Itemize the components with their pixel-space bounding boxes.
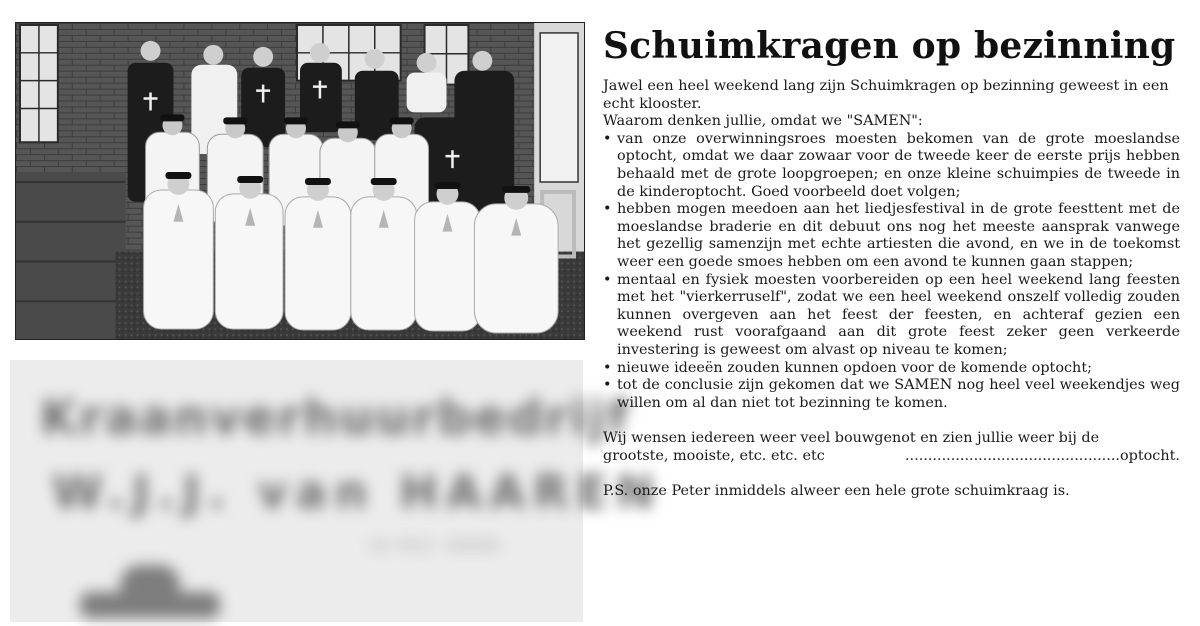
advertisement-content [10, 360, 663, 622]
list-item [603, 272, 1180, 360]
list-item [603, 360, 1180, 378]
list-item-text: van onze overwinningsroes moesten bekomen van de grote moeslandse optocht, omdat we daar zowaar voor de tweede keer de eerste prijs hebben behaald met de grote loopgroepen; en onze kleine schuimpies de tweede in de kinderoptocht. Goed voorbeeld doet volgen; [617, 130, 1180, 200]
bullet-icon: • [603, 130, 612, 147]
advertisement-contact: tel. 0413 - 000000 [370, 538, 500, 554]
article-closing: Wij wensen iedereen weer veel bouwgenot en zien jullie weer bij de [603, 430, 1100, 447]
article-intro: Jawel een heel weekend lang zijn Schuimkragen op bezinning geweest in een echt klooster. [603, 78, 1169, 112]
bullet-icon: • [603, 359, 612, 376]
article-headline: Schuimkragen op bezinning [603, 25, 1176, 67]
group-photo-image [16, 23, 584, 339]
closing-superlatives: grootste, mooiste, etc. etc. etc [603, 447, 825, 464]
bullet-icon: • [603, 271, 612, 288]
closing-dotted-optocht: ...............................................optocht. [904, 447, 1180, 464]
article [603, 24, 1180, 624]
reasons-list [603, 131, 1180, 413]
advertisement-company-name: Kraanverhuurbedrijf [40, 390, 631, 446]
list-item-text: mentaal en fysiek moesten voorbereiden op een heel weekend lang feesten met het "vierkerruself", zodat we een heel weekend onszelf volledig zouden kunnen overgeven aan het feest der feesten, en achteraf gezien een weekend rust voorafgaand aan dit grote feest zeker geen verkeerde investering is geweest om alvast op niveau te komen; [617, 271, 1180, 358]
list-item [603, 201, 1180, 271]
article-postscript: P.S. onze Peter inmiddels alweer een hele grote schuimkraag is. [603, 483, 1070, 500]
list-item [603, 377, 1180, 412]
advertisement-owner-name: W.J.J. van HAAREN [52, 465, 663, 519]
bullet-icon: • [603, 377, 612, 394]
article-body [603, 78, 1180, 501]
list-item [603, 131, 1180, 201]
blurred-advertisement [10, 360, 663, 622]
list-item-text: nieuwe ideeën zouden kunnen opdoen voor de komende optocht; [617, 359, 1092, 376]
article-question: Waarom denken jullie, omdat we "SAMEN": [603, 113, 923, 130]
list-item-text: hebben mogen meedoen aan het liedjesfestival in de grote feesttent met de moeslandse braderie en dit debuut ons nog het meeste aansprak vanwege het gezellig samenzijn met echte artiesten die avond, en we in de toekomst weer een goede smoes hebben om een avond te kunnen gaan stappen; [617, 201, 1180, 270]
group-photo [15, 22, 585, 340]
article-closing-continuation [603, 448, 1180, 466]
advertisement-vehicle-graphic [80, 592, 220, 618]
bullet-icon: • [603, 201, 612, 218]
list-item-text: tot de conclusie zijn gekomen dat we SAMEN nog heel veel weekendjes weg willen om al dan niet tot bezinning te komen. [617, 377, 1180, 411]
